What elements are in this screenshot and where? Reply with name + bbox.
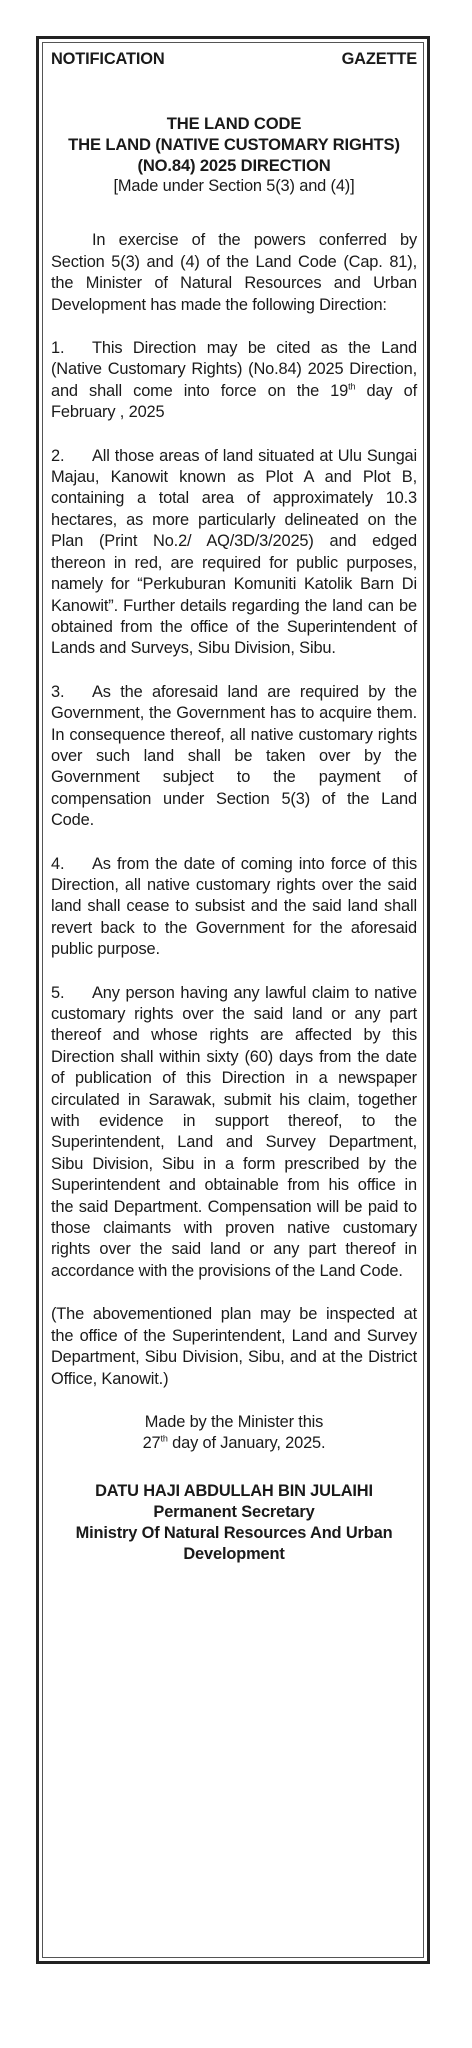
signatory-position: Permanent Secretary xyxy=(153,1502,315,1521)
title-line-2: THE LAND (NATIVE CUSTOMARY RIGHTS) xyxy=(68,135,400,154)
paragraph-2 xyxy=(51,446,417,660)
paragraph-number: 4. xyxy=(51,854,65,873)
made-by-line-1: Made by the Minister this xyxy=(144,1412,324,1431)
ministry-line-1: Ministry Of Natural Resources And Urban xyxy=(75,1523,393,1542)
title-line-3: (NO.84) 2025 DIRECTION xyxy=(137,156,331,175)
paragraph-text: All those areas of land situated at Ulu Sungai Majau, Kanowit known as Plot A and Plot B, containing a total area of approximately 10.3 hectares, as more particularly delineated on the Plan (Print No.2/ AQ/3D/3/2025) and edged thereon in red, are required for public purposes, namely for “Perkuburan Komuniti Katolik Barn Di Kanowit”. Further details regarding the land can be obtained from the office of the Superintendent of Lands and Surveys, Sibu Division, Sibu. xyxy=(51,446,417,658)
paragraph-text: Any person having any lawful claim to native customary rights over the said land or any part thereof and whose rights are affected by this Direction shall within sixty (60) days from the date of publication of this Direction in a newspaper circulated in Sarawak, submit his claim, together with evidence in support thereof, to the Superintendent, Land and Survey Department, Sibu Division, Sibu in a form prescribed by the Superintendent and obtainable from his office in the said Department. Compensation will be paid to those claimants with proven native customary rights over the said land or any part thereof in accordance with the provisions of the Land Code. xyxy=(51,983,417,1280)
notification-label: NOTIFICATION xyxy=(51,50,165,68)
paragraph-5 xyxy=(51,983,417,1283)
ministry-line-2: Development xyxy=(183,1544,285,1563)
made-by-date xyxy=(51,1433,417,1454)
paragraph-text: This Direction may be cited as the Land (Native Customary Rights) (No.84) 2025 Direction, and shall come into force on the 19 xyxy=(51,339,417,400)
ordinal-suffix: th xyxy=(160,1433,168,1444)
made-by-day: 27 xyxy=(142,1434,161,1453)
made-by-date-tail: day of January, 2025. xyxy=(167,1434,326,1453)
notice-subtitle: [Made under Section 5(3) and (4)] xyxy=(113,177,355,195)
made-by-block xyxy=(51,1412,417,1455)
notice-header xyxy=(51,49,417,69)
title-line-1: THE LAND CODE xyxy=(166,114,302,133)
notice-title xyxy=(51,113,417,176)
signature-block xyxy=(51,1481,417,1565)
intro-paragraph: In exercise of the powers conferred by Section 5(3) and (4) of the Land Code (Cap. 81), the Minister of Natural Resources and Urban Development has made the following Direction: xyxy=(51,231,417,314)
gazette-label: GAZETTE xyxy=(341,50,417,68)
paragraph-number: 5. xyxy=(51,983,65,1002)
paragraph-text: As the aforesaid land are required by the Government, the Government has to acquire them. In consequence thereof, all native customary rights over such land shall be taken over by the Government subject to the payment of compensation under Section 5(3) of the Land Code. xyxy=(51,682,417,830)
paragraph-text-tail: day of February , 2025 xyxy=(51,381,417,422)
paragraph-1 xyxy=(51,338,417,424)
paragraph-number: 3. xyxy=(51,682,65,701)
inspection-note: (The abovementioned plan may be inspected at the office of the Superintendent, Land and Survey Department, Sibu Division, Sibu, and at the District Office, Kanowit.) xyxy=(51,1305,417,1388)
paragraph-4 xyxy=(51,854,417,961)
paragraph-number: 2. xyxy=(51,446,65,465)
paragraph-3 xyxy=(51,682,417,832)
paragraph-number: 1. xyxy=(51,339,65,358)
paragraph-text: As from the date of coming into force of this Direction, all native customary rights over the said land shall cease to subsist and the said land shall revert back to the Government for the aforesaid public purpose. xyxy=(51,854,417,959)
notice-content xyxy=(51,49,417,1565)
ordinal-suffix: th xyxy=(348,381,356,392)
signatory-name: DATU HAJI ABDULLAH BIN JULAIHI xyxy=(95,1481,373,1500)
